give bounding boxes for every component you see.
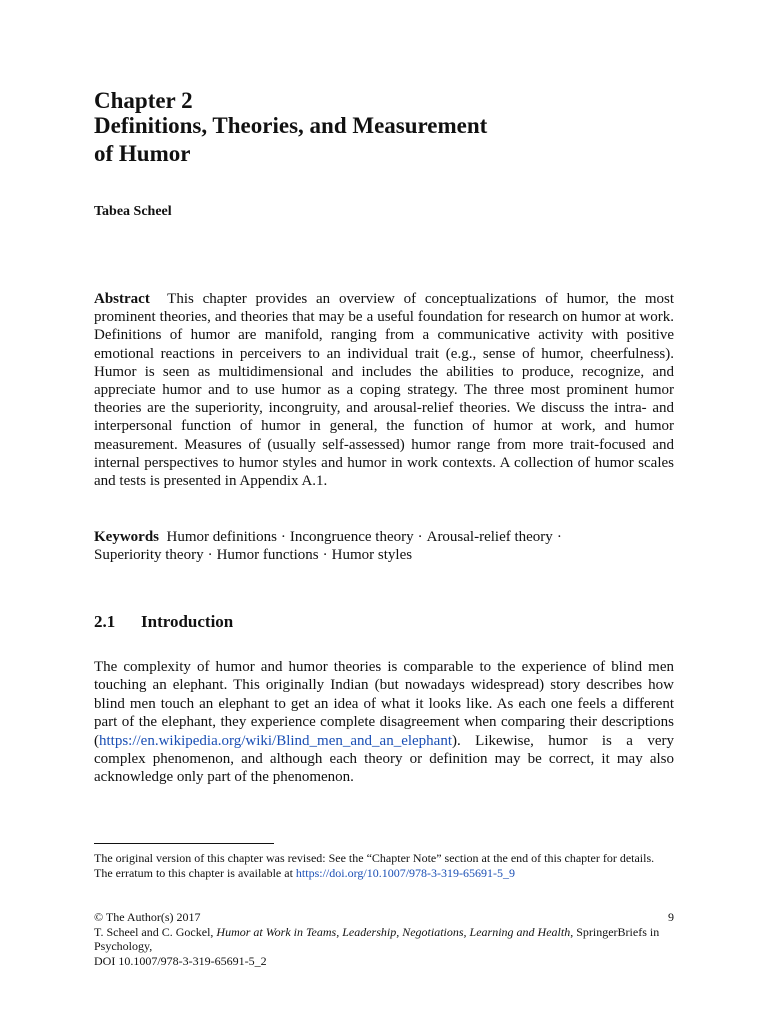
section-title: Introduction xyxy=(141,612,234,631)
abstract-paragraph xyxy=(94,290,674,490)
abstract-label: Abstract xyxy=(94,291,150,307)
keyword-separator: · xyxy=(556,529,562,545)
intro-paragraph xyxy=(94,658,674,787)
keyword-item: Arousal-relief theory xyxy=(426,529,553,545)
page-number: 9 xyxy=(668,910,674,924)
footnote xyxy=(94,851,674,880)
keyword-item: Humor definitions xyxy=(166,529,277,545)
copyright-line: © The Author(s) 2017 xyxy=(94,910,201,924)
section-number: 2.1 xyxy=(94,612,116,631)
keyword-separator: · xyxy=(207,547,213,564)
keyword-item: Humor functions xyxy=(216,547,319,564)
footnote-rule xyxy=(94,843,274,844)
abstract-text: This chapter provides an overview of conceptualizations of humor, the most prominent theories, and theories that may be a useful foundation for research on humor at work. Definitions of humor are manifold, ranging from a communicative activity with positive emotional reactions in perceivers to an individual trait (e.g., sense of humor, cheerfulness). Humor is seen as multidimensional and includes the abilities to produce, recognize, and appreciate humor and to use humor as a coping strategy. The three most prominent humor theories are the superiority, incongruity, and arousal-relief theories. We discuss the intra- and interpersonal function of humor in general, the function of humor at work, and humor measurement. Measures of (usually self-assessed) humor range from more trait-focused and internal perspectives to humor styles and humor in work contexts. A collection of humor scales and tests is presented in Appendix A.1. xyxy=(94,291,674,490)
keyword-separator: · xyxy=(280,529,286,545)
chapter-title-line-2: of Humor xyxy=(94,141,191,166)
keyword-item: Incongruence theory xyxy=(289,529,414,545)
intro-text: The complexity of humor and humor theories is comparable to the experience of blind men touching an elephant. This originally Indian (but nowadays widespread) story describes how blind men touch an elephant to get an idea of what it looks like. As each one feels a different part of the elephant, they experience complete disagreement when comparing their descriptions ( xyxy=(94,659,674,749)
keywords-paragraph xyxy=(94,528,674,565)
chapter-number: Chapter 2 xyxy=(94,88,193,113)
chapter-doi: DOI 10.1007/978-3-319-65691-5_2 xyxy=(94,953,267,968)
keywords-label: Keywords xyxy=(94,529,159,545)
book-title: Humor at Work in Teams, Leadership, Negotiations, Learning and Health xyxy=(216,924,571,939)
keyword-separator: · xyxy=(417,529,423,545)
keyword-item: Superiority theory xyxy=(94,547,204,564)
paper-page xyxy=(94,0,674,1024)
book-authors: T. Scheel and C. Gockel, xyxy=(94,924,217,939)
copyright-block xyxy=(94,910,674,968)
footnote-text: The original version of this chapter was revised: See the “Chapter Note” section at the end of this chapter for details. The erratum to this chapter is available at xyxy=(94,851,655,880)
intro-text-continued: ). Likewise, humor is a very complex phenomenon, and although each theory or definition may be correct, it may also acknowledge only part of the phenomenon. xyxy=(94,732,674,786)
erratum-doi-link[interactable]: https://doi.org/10.1007/978-3-319-65691-5_9 xyxy=(295,865,516,880)
section-heading xyxy=(94,612,233,632)
keyword-separator: · xyxy=(322,547,328,564)
book-series: , SpringerBriefs in Psychology, xyxy=(94,924,660,954)
author-name: Tabea Scheel xyxy=(94,204,172,219)
chapter-title xyxy=(94,112,674,168)
wikipedia-link[interactable]: https://en.wikipedia.org/wiki/Blind_men_and_an_elephant xyxy=(99,732,452,749)
chapter-title-line-1: Definitions, Theories, and Measurement xyxy=(94,113,488,138)
keyword-item: Humor styles xyxy=(331,547,413,564)
